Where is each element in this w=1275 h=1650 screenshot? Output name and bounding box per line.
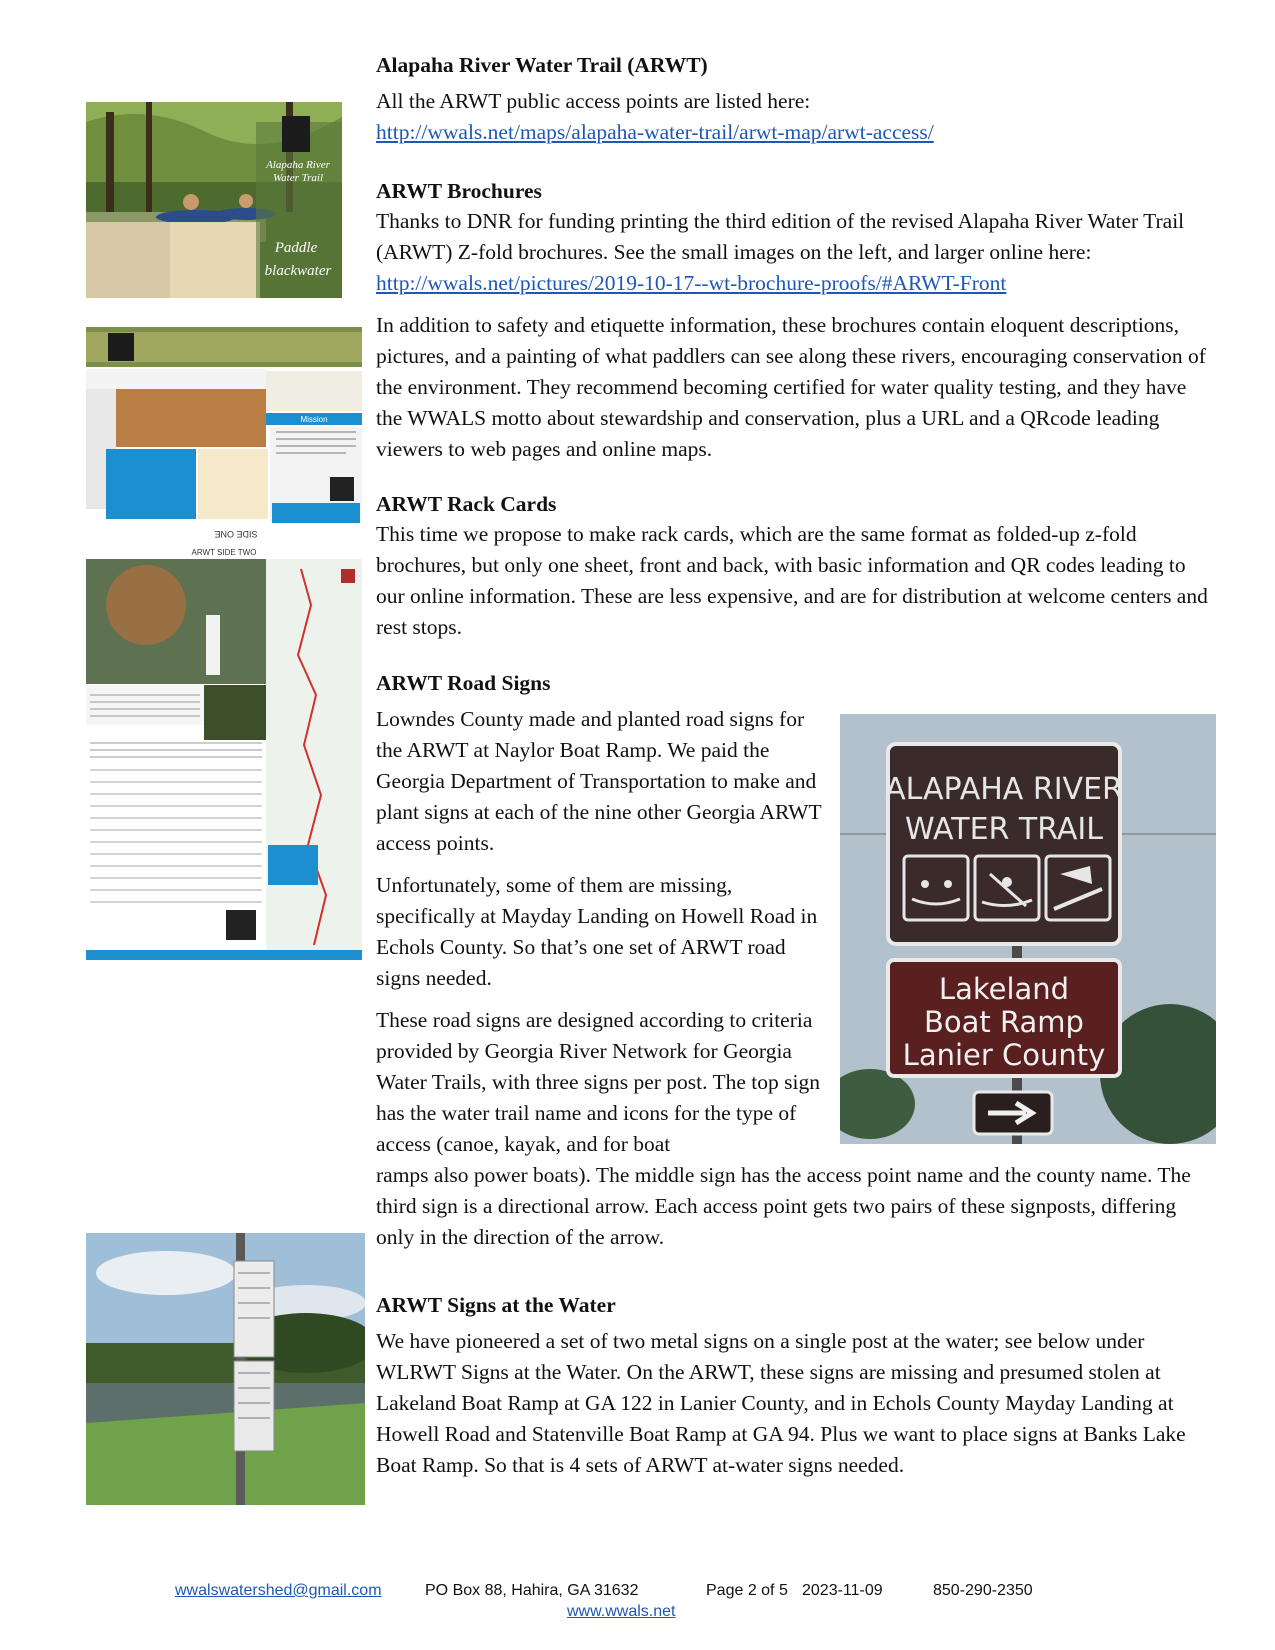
road-signs-paragraph-3a: These road signs are designed according to criteria provided by Georgia River Network for Georgia Water Trails, with three signs per post. The top sign has the water trail name and icons for the type of access (canoe, kayak, and for boat (376, 1008, 820, 1156)
brochure-front-blackwater: blackwater (264, 263, 332, 279)
road-signs-paragraph-3b: ramps also power boats). The middle sign has the access point name and the county name. The third sign is a directional arrow. Each access point gets two pairs of these signposts, differing only in the direction of the arrow. (376, 1163, 1191, 1249)
road-signs-paragraph-2: Unfortunately, some of them are missing, specifically at Mayday Landing on Howell Road in Echols County. So that’s one set of ARWT road signs needed. (376, 873, 818, 990)
rack-cards-section (376, 489, 1216, 654)
road-signs-paragraph-1: Lowndes County made and planted road signs for the ARWT at Naylor Boat Ramp. We paid the Georgia Department of Transportation to make and plant signs at each of the nine other Georgia ARWT access points. (376, 707, 822, 855)
road-sign-mid-line1: Lakeland (938, 972, 1070, 1006)
water-signs-heading: ARWT Signs at the Water (376, 1293, 616, 1317)
footer-page-number: Page 2 of 5 (706, 1582, 788, 1599)
road-sign-mid-line2: Boat Ramp (924, 1005, 1084, 1039)
footer-website-link[interactable]: www.wwals.net (567, 1603, 676, 1620)
road-signs-section (376, 668, 1216, 1264)
arwt-section (376, 50, 1216, 148)
road-sign-top-line1: ALAPAHA RIVER (885, 772, 1123, 807)
brochures-section (376, 176, 1216, 476)
brochure-proofs-link[interactable]: http://wwals.net/pictures/2019-10-17--wt-brochure-proofs/#ARWT-Front (376, 271, 1007, 295)
road-sign-top-line2: WATER TRAIL (905, 812, 1103, 847)
road-sign-mid-line3: Lanier County (902, 1038, 1106, 1072)
arwt-intro: All the ARWT public access points are listed here: http://wwals.net/maps/alapaha-water-trail/arwt-map/arwt-access/ (376, 89, 934, 144)
water-signs-paragraph: We have pioneered a set of two metal signs on a single post at the water; see below under WLRWT Signs at the Water. On the ARWT, these signs are missing and presumed stolen at Lakeland Boat Ramp at GA 122 in Lanier County, and in Echols County Mayday Landing at Howell Road and Statenville Boat Ramp at GA 94. Plus we want to place signs at Banks Lake Boat Ramp. So that is 4 sets of ARWT at-water signs needed. (376, 1329, 1186, 1477)
brochure-side-one-label: SIDE ONE (214, 529, 258, 539)
brochures-heading: ARWT Brochures (376, 179, 542, 203)
brochure-side-two-label: ARWT SIDE TWO (191, 548, 257, 557)
arwt-title: Alapaha River Water Trail (ARWT) (376, 53, 708, 77)
rack-cards-paragraph: This time we propose to make rack cards, which are the same format as folded-up z-fold brochures, but only one sheet, front and back, with basic information and QR codes leading to our online information. These are less expensive, and are for distribution at welcome centers and rest stops. (376, 522, 1208, 639)
footer-phone: 850-290-2350 (933, 1582, 1033, 1599)
rack-cards-heading: ARWT Rack Cards (376, 492, 557, 516)
brochure-side-two-image (86, 545, 362, 980)
brochure-side-one-image (86, 327, 362, 543)
brochure-mission-label: Mission (300, 415, 328, 424)
footer-address: PO Box 88, Hahira, GA 31632 (425, 1582, 639, 1599)
footer-email-link[interactable]: wwalswatershed@gmail.com (175, 1582, 382, 1599)
water-signs-section (376, 1290, 1216, 1492)
brochures-paragraph-2: In addition to safety and etiquette information, these brochures contain eloquent descriptions, pictures, and a painting of what paddlers can see along these rivers, encouraging conservation of the environment. They recommend becoming certified for water quality testing, and they have the WWALS motto about stewardship and conservation, plus a URL and a QRcode leading viewers to web pages and online maps. (376, 313, 1206, 461)
water-sign-photo (86, 1233, 365, 1505)
arwt-access-link[interactable]: http://wwals.net/maps/alapaha-water-trail/arwt-map/arwt-access/ (376, 120, 934, 144)
footer-date: 2023-11-09 (802, 1582, 883, 1599)
brochures-paragraph-1: Thanks to DNR for funding printing the third edition of the revised Alapaha River Water Trail (ARWT) Z-fold brochures. See the small images on the left, and larger online here: http://wwals.net/pictures/2019-10-17--wt-brochure-proofs/#ARWT-Front (376, 209, 1185, 295)
brochure-front-paddle: Paddle (274, 240, 318, 256)
brochure-front-title-line2: Water Trail (272, 172, 324, 184)
brochure-front-image (86, 102, 342, 298)
brochure-front-title-line1: Alapaha River (266, 159, 330, 171)
road-signs-heading: ARWT Road Signs (376, 671, 551, 695)
